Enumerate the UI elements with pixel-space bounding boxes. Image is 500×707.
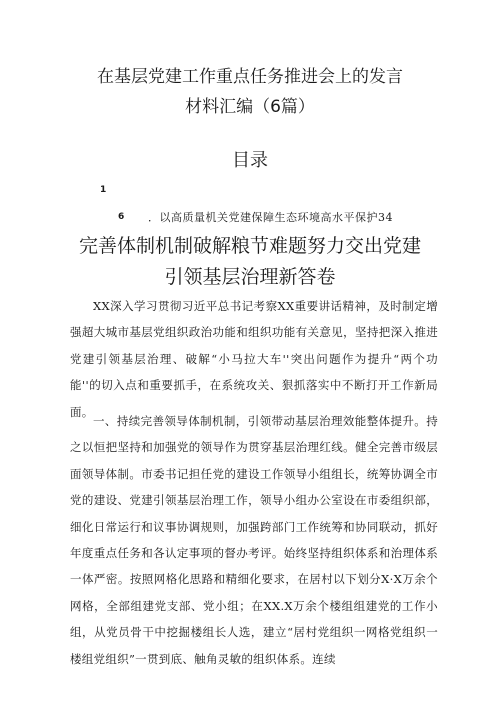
section-heading-line2: 引领基层治理新答卷	[164, 266, 336, 288]
toc-entry-text: ．以高质量机关党建保障生态环境高水平保护34	[148, 211, 393, 224]
document-title-line1: 在基层党建工作重点任务推进会上的发言	[97, 67, 403, 87]
body-paragraph-1: 一、持续完善领导体制机制，引领带动基层治理效能整体提升。持之以恒把坚持和加强党的领导作为贯穿基层治理红线。健全完善市级层面领导体制。市委书记担任党的建设工作领导小组组长，统筹协调全市党的建设、党建引领基层治理工作，领导小组办公室设在市委组织部，细化日常运行和议事协调规则，加强跨部门工作统筹和协同联动，抓好年度重点任务和各认定事项的督办考评。始终坚持组织体系和治理体系一体严密。按照网格化思路和精细化要求，在居村以下划分X·X万余个网格，全部组建党支部、党小组；在XX.X万余个楼组组建党的工作小组，从党员骨干中挖掘楼组长人选，建立“居村党组织一网格党组织一楼组党组织”一贯到底、触角灵敏的组织体系。连续	[70, 414, 438, 666]
toc-entry-number: 6	[118, 212, 125, 222]
body-paragraph-intro: XX深入学习贯彻习近平总书记考察XX重要讲话精神，及时制定增强超大城市基层党组织政治功能和组织功能有关意见，坚持把深入推进党建引领基层治理、破解“小马拉大车''突出问题作为提升“两个功能''的切入点和重要抓手，在系统攻关、狠抓落实中不断打开工作新局面。	[70, 299, 438, 419]
document-title-line2: 材料汇编（6篇）	[185, 97, 315, 117]
toc-heading: 目录	[232, 150, 268, 171]
toc-page-number: 1	[100, 185, 107, 195]
section-heading-line1: 完善体制机制破解粮节难题努力交出党建	[78, 235, 421, 257]
